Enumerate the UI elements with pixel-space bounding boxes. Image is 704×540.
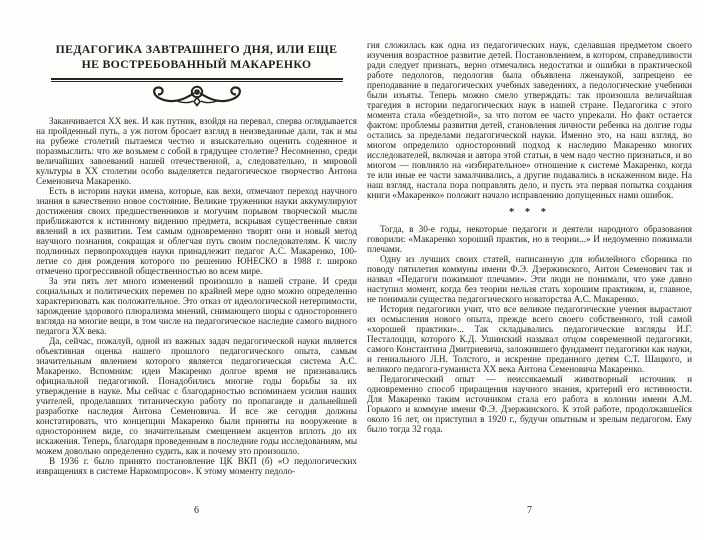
paragraph: История педагогики учит, что все великие педагогические учения вырастают из осмысления нового опыта, прежде всего своего собственного, той самой «хорошей практики»... Так складывались педагогические взгляды И.Г. Песталоцци, которого К.Д. Ушинский называл отцом современной педагогики, самого Константина Дмитриевича, заложившего фундамент педагогики как науки, и гениального Л.Н. Толстого, и искренне преданного детям С.Т. Шацкого, и великого педагога-гуманиста XX века Антона Семеновича Макаренко.	[367, 304, 692, 374]
title-rule	[51, 78, 343, 82]
paragraph: Заканчивается XX век. И как путник, взойдя на перевал, сперва оглядывается на пройденный путь, а уж потом бросает взгляд в неизведанные дали, так и мы на рубеже столетий пытаемся честно и взыскательно оценить содеянное и поразмыслить: что же возьмем с собой в грядущее столетие? Несомненно, среди величайших завоеваний нашей отечественной, а, следовательно, и мировой культуры в XX столетии особо выделяется педагогическое творчество Антона Семеновича Макаренко.	[36, 116, 357, 187]
right-page-body	[367, 40, 692, 434]
paragraph: За эти пять лет много изменений произошло в нашей стране. И среди социальных и политических перемен по крайней мере одно можно определенно характеризовать как положительное. Это отказ от идеологической нетерпимости, зарождение здорового плюрализма мнений, снимающего шоры с одностороннего взгляда на многие вещи, в том числе на педагогическое наследие самого видного педагога XX века.	[36, 276, 357, 337]
paragraph: Педагогический опыт — неиссякаемый животворный источник и одновременно способ приращения научного знания, критерий его истинности. Для Макаренко таким источником стала его работа в колонии имени А.М. Горького и коммуне имени Ф.Э. Дзержинского. К этой работе, продолжавшейся около 16 лет, он приступил в 1920 г., будучи опытным и зрелым педагогом. Ему было тогда 32 года.	[367, 374, 692, 434]
paragraph: Есть в истории науки имена, которые, как вехи, отмечают переход научного знания в качественно новое состояние. Великие труженики науки аккумулируют достижения своих предшественников и могучим порывом творческой мысли приближаются к истинному видению предмета, вскрывая существенные связи явлений в их развитии. Тем самым одновременно творят они и новый метод научного познания, сокращая и облегчая путь своим последователям. К числу подлинных первопроходцев науки принадлежит педагог А.С. Макаренко, 100-летие со дня рождения которого по решению ЮНЕСКО в 1988 г. широко отмечено прогрессивной общественностью во всем мире.	[36, 186, 357, 277]
section-separator: * * *	[509, 207, 550, 218]
chapter-title-line-2: НЕ ВОСТРЕБОВАННЫЙ МАКАРЕНКО	[81, 56, 312, 71]
page-left	[36, 0, 357, 540]
chapter-title	[36, 42, 357, 71]
page-number-left: 6	[194, 505, 199, 516]
paragraph: В 1936 г. было принято постановление ЦК ВКП (б) «О педологических извращениях в системе Наркомпросов». К этому моменту педоло-	[36, 456, 357, 477]
left-page-body	[36, 116, 357, 476]
flourish-ornament-icon	[137, 83, 257, 107]
paragraph: Одну из лучших своих статей, написанную для юбилейного сборника по поводу пятилетия коммуны имени Ф.Э. Дзержинского, Антон Семенович так и назвал «Педагоги пожимают плечами». Эти люди не понимали, что уже давно наступил момент, когда без теории нельзя стать хорошим практиком, и, главное, не понимали существа педагогического новаторства А.С. Макаренко.	[367, 254, 692, 304]
page-number-right: 7	[527, 505, 532, 516]
paragraph-continuation: гия сложилась как одна из педагогических наук, сделавшая предметом своего изучения возрастное развитие детей. Постановлением, в котором, справедливости ради следует признать, верно отмечались недостатки и ошибки в практической работе педологов, педология была объявлена лженаукой, запрещено ее преподавание в педагогических учебных заведениях, а педологические учебники были изъяты. Теперь можно смело утверждать: так произошла величайшая трагедия в истории педагогических наук в нашей стране. Педагогика с этого момента стала «бездетной», за что потом ее часто упрекали. Но факт остается фактом: проблемы развития детей, становления личности ребенка на долгие годы остались за пределами педагогической науки. Именно это, на наш взгляд, во многом определило односторонний подход к наследию Макаренко многих исследователей, включая и автора этой статьи, в чем надо честно признаться, и во многом — повлияло на «избирательное» отношение к системе Макаренко, когда те или иные ее части замалчивались, а другие подавались в искаженном виде. На наш взгляд, настала пора поправлять дело, и пусть эта первая попытка создания книги «Макаренко» положит начало исправлению допущенных нами ошибок.	[367, 40, 692, 200]
page-right	[367, 0, 692, 540]
paragraph: Да, сейчас, пожалуй, одной из важных задач педагогической науки является объективная оценка нашего прошлого педагогического опыта, самым значительным явлением которого является педагогическая система А.С. Макаренко. Вспомним: идеи Макаренко долгое время не признавались официальной педагогикой. Понадобились многие годы борьбы за их утверждение в науке. Мы сейчас с благодарностью вспоминаем усилия наших учителей, проделавших титаническую работу по пропаганде и дальнейшей разработке наследия Антона Семеновича. И все же сегодня должны констатировать, что концепции Макаренко были приняты на вооружение в одностороннем виде, со значительным смещением акцентов вплоть до их искажения. Теперь, благодаря проведенным в последние годы исследованиям, мы можем довольно определенно судить, как и почему это произошло.	[36, 336, 357, 457]
paragraph: Тогда, в 30-е годы, некоторые педагоги и деятели народного образования говорили: «Макаренко хороший практик, но в теории...» И недоуменно пожимали плечами.	[367, 224, 692, 254]
chapter-title-line-1: ПЕДАГОГИКА ЗАВТРАШНЕГО ДНЯ, ИЛИ ЕЩЕ	[55, 42, 338, 56]
